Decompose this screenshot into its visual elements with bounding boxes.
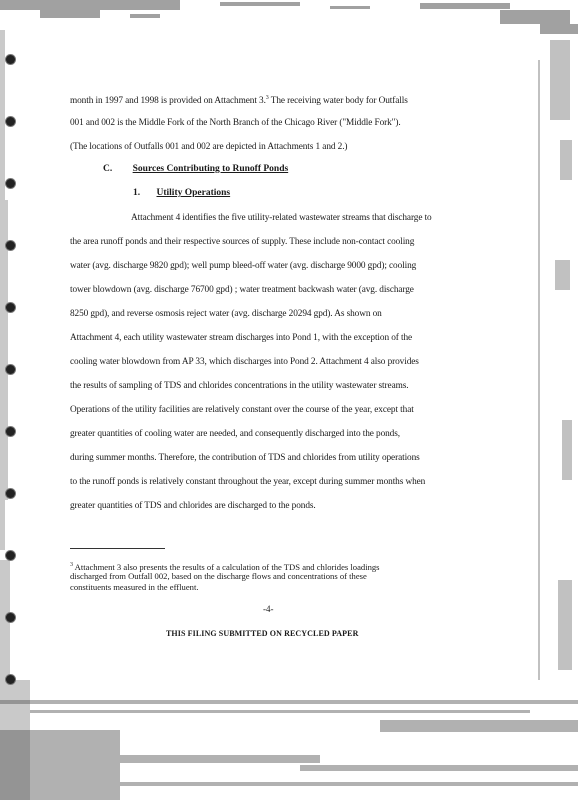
paragraph-line-9: Operations of the utility facilities are relatively constant over the course of the year, except that	[70, 405, 414, 415]
section-c-letter: C.	[103, 164, 113, 174]
scan-noise-right	[520, 0, 578, 700]
paragraph-line-3: water (avg. discharge 9820 gpd); well pump bleed-off water (avg. discharge 9000 gpd); cooling	[70, 261, 417, 271]
section-c-heading	[103, 164, 288, 174]
punch-hole	[6, 241, 15, 250]
punch-hole	[6, 489, 15, 498]
footnote-line-3: constituents measured in the effluent.	[70, 582, 199, 592]
body-line-2: 001 and 002 is the Middle Fork of the North Branch of the Chicago River ("Middle Fork").	[70, 118, 401, 128]
paragraph-line-6: Attachment 4, each utility wastewater stream discharges into Pond 1, with the exception of the	[70, 333, 413, 343]
punch-hole	[6, 551, 15, 560]
footnote-line-1: $^3$ Attachment 3 also presents the results of a calculation of the TDS and chlorides loadings	[70, 561, 380, 572]
paragraph-line-2: the area runoff ponds and their respective sources of supply. These include non-contact cooling	[70, 237, 415, 247]
section-1-heading	[133, 188, 230, 198]
paragraph-line-8: the results of sampling of TDS and chlorides concentrations in the utility wastewater streams.	[70, 381, 409, 391]
paragraph-line-4: tower blowdown (avg. discharge 76700 gpd) ; water treatment backwash water (avg. discharge	[70, 285, 414, 295]
footnote-rule	[70, 548, 165, 549]
punch-hole	[6, 179, 15, 188]
section-1-number: 1.	[133, 188, 141, 198]
paragraph-line-13: greater quantities of TDS and chlorides are discharged to the ponds.	[70, 501, 316, 511]
paragraph-line-10: greater quantities of cooling water are needed, and consequently discharged into the ponds,	[70, 429, 400, 439]
page-number: -4-	[263, 604, 274, 614]
punch-hole	[6, 675, 15, 684]
punch-hole	[6, 427, 15, 436]
scan-noise-bottom	[0, 690, 578, 800]
section-c-title: Sources Contributing to Runoff Ponds	[132, 164, 289, 174]
footnote-line-2: discharged from Outfall 002, based on the discharge flows and concentrations of these	[70, 571, 367, 581]
punch-hole	[6, 303, 15, 312]
punch-hole	[6, 55, 15, 64]
recycled-paper-footer: THIS FILING SUBMITTED ON RECYCLED PAPER	[166, 629, 359, 638]
paragraph-line-11: during summer months. Therefore, the contribution of TDS and chlorides from utility operations	[70, 453, 420, 463]
punch-hole	[6, 117, 15, 126]
scan-noise-top	[0, 0, 578, 36]
paragraph-line-12: to the runoff ponds is relatively constant throughout the year, except during summer months when	[70, 477, 426, 487]
punch-hole	[6, 365, 15, 374]
paragraph-line-1: Attachment 4 identifies the five utility-related wastewater streams that discharge to	[131, 213, 432, 223]
paragraph-line-7: cooling water blowdown from AP 33, which discharges into Pond 2. Attachment 4 also provides	[70, 357, 419, 367]
paragraph-line-5: 8250 gpd), and reverse osmosis reject water (avg. discharge 20294 gpd). As shown on	[70, 309, 382, 319]
section-1-title: Utility Operations	[156, 188, 231, 198]
body-line-1: month in 1997 and 1998 is provided on Attachment 3.$^3$ The receiving water body for Outfalls	[70, 95, 408, 107]
body-line-3: (The locations of Outfalls 001 and 002 are depicted in Attachments 1 and 2.)	[70, 142, 348, 152]
punch-hole	[6, 613, 15, 622]
